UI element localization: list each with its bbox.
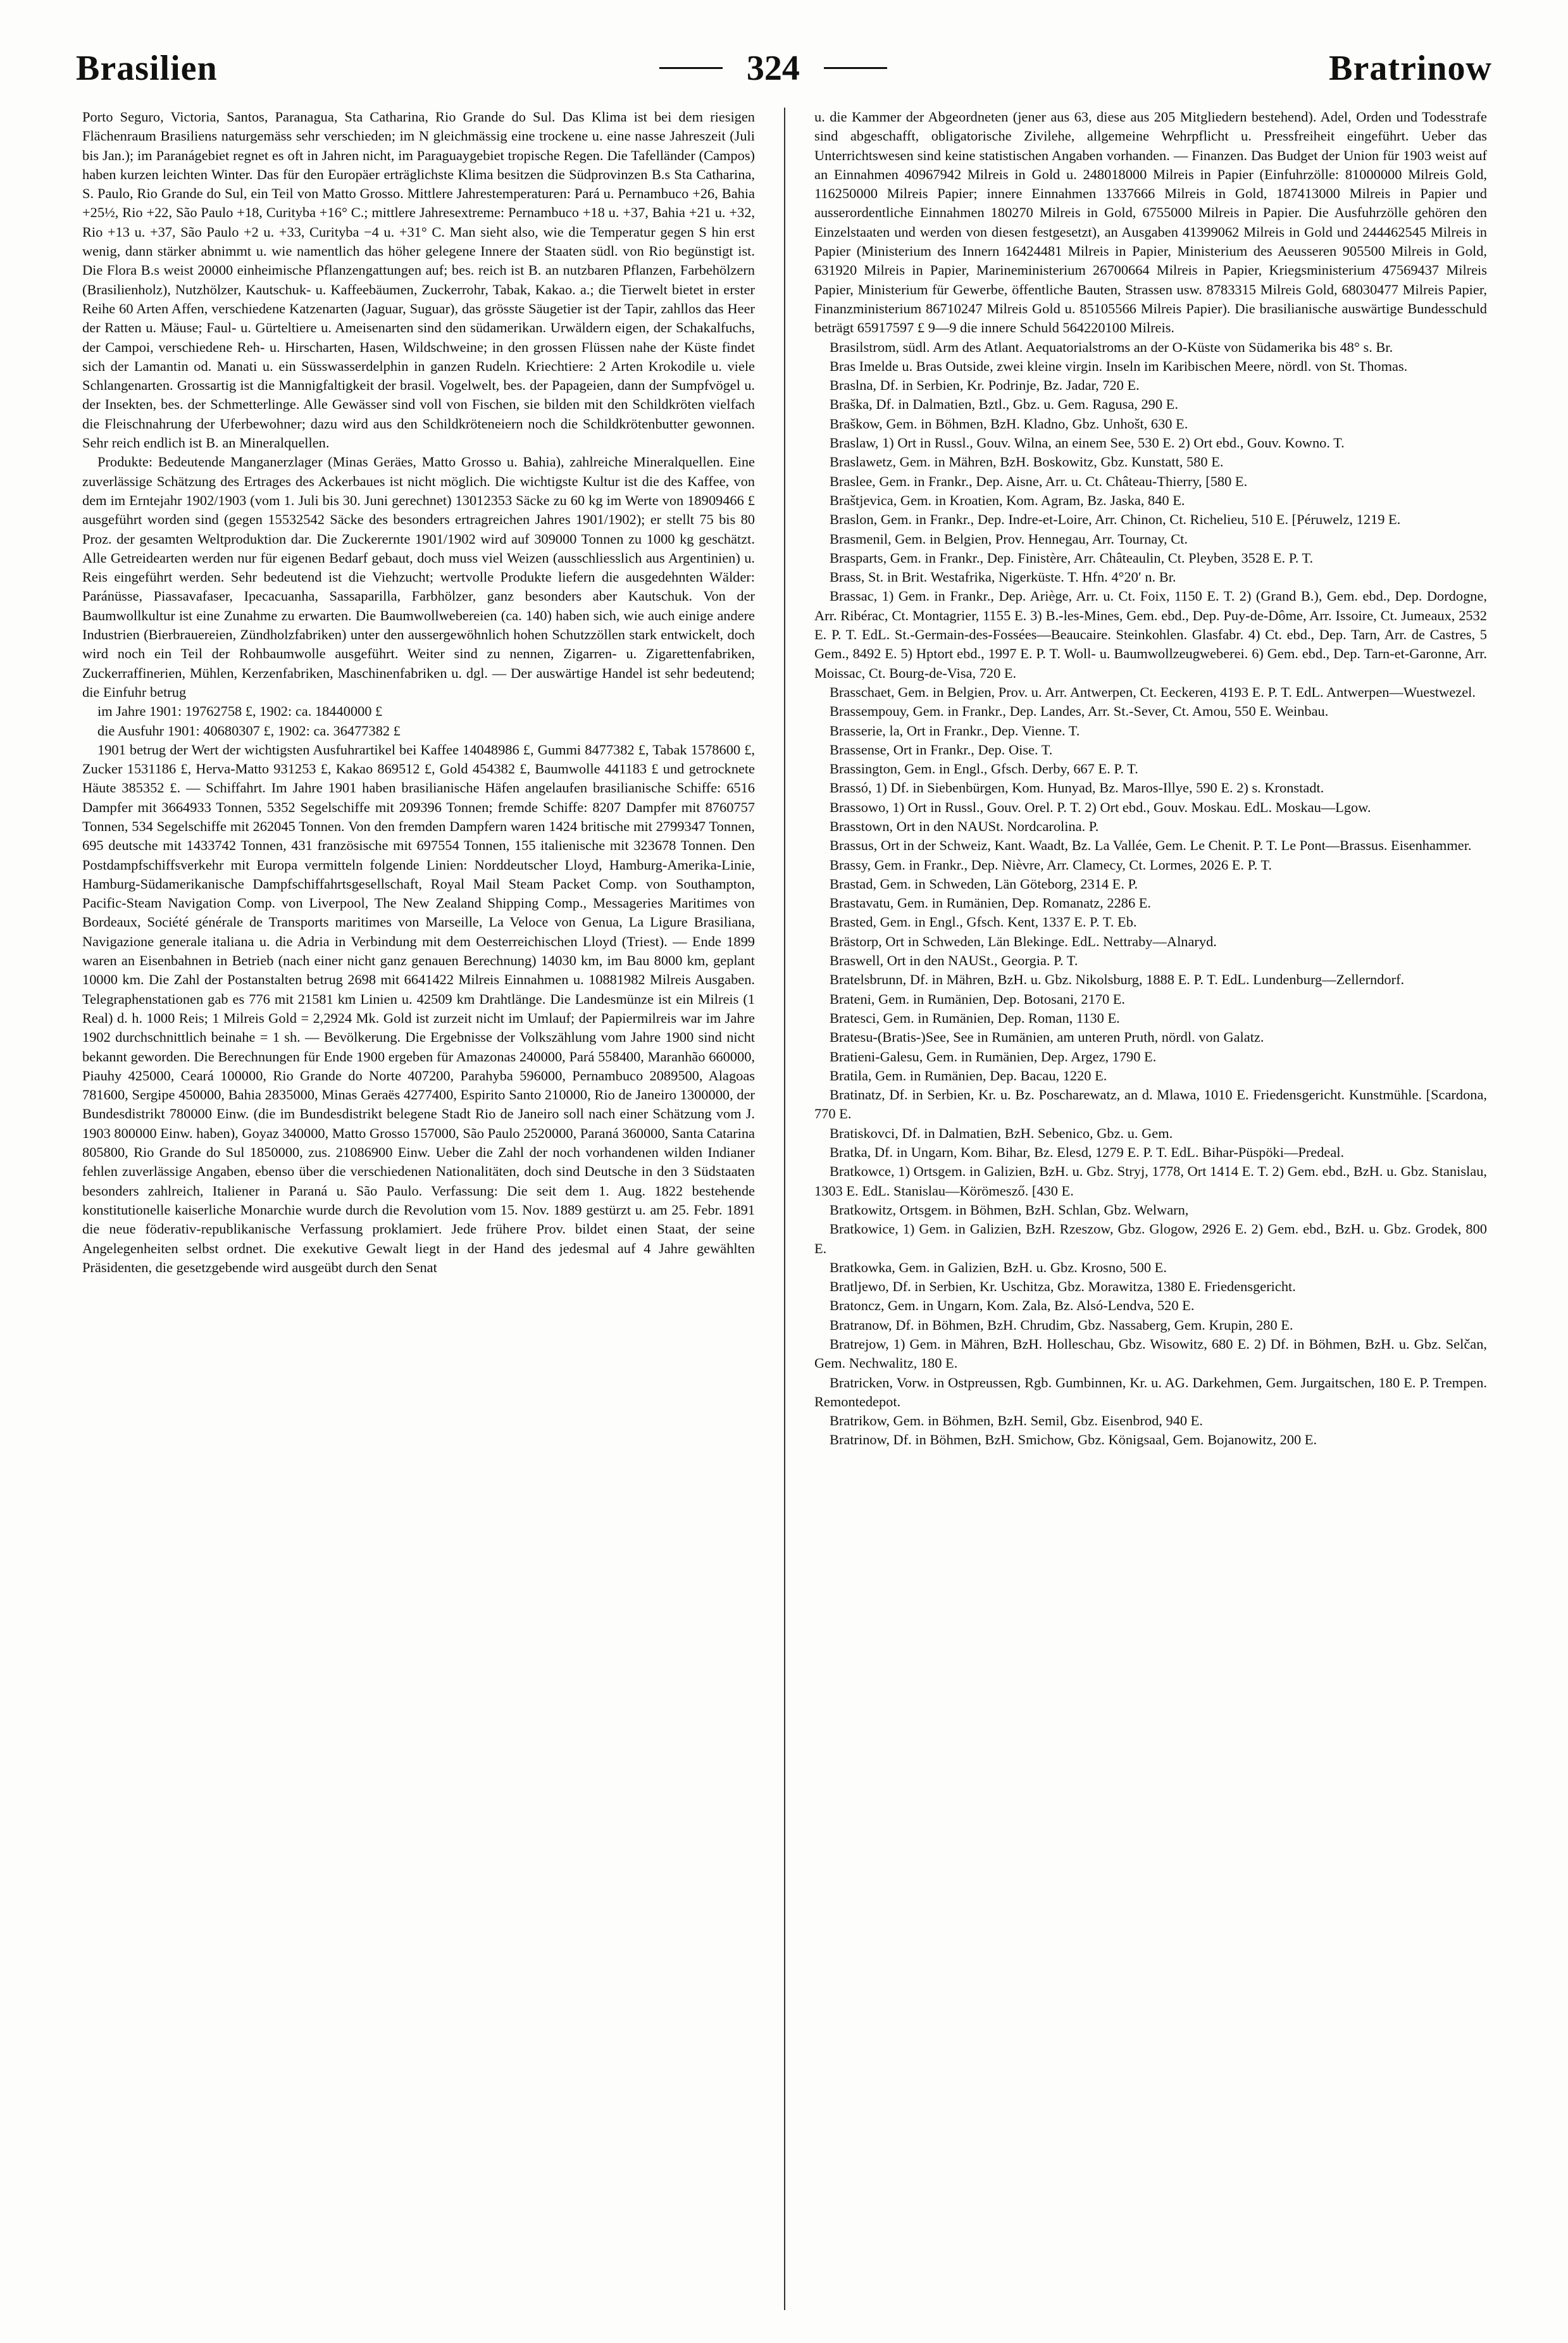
right-column-paragraph: Brasparts, Gem. in Frankr., Dep. Finistère, Arr. Châteaulin, Ct. Pleyben, 3528 E. P. T. <box>830 549 1314 566</box>
right-column-paragraph: Brasmenil, Gem. in Belgien, Prov. Hennegau, Arr. Tournay, Ct. <box>830 530 1188 547</box>
right-column-paragraph: Bratoncz, Gem. in Ungarn, Kom. Zala, Bz. Alsó-Lendva, 520 E. <box>830 1297 1195 1314</box>
text-columns <box>82 108 1487 2310</box>
right-column-paragraph: Bratiskovci, Df. in Dalmatien, BzH. Sebenico, Gbz. u. Gem. <box>830 1125 1173 1141</box>
right-column-paragraph: Brasschaet, Gem. in Belgien, Prov. u. Arr. Antwerpen, Ct. Eeckeren, 4193 E. P. T. EdL. Antwerpen—Wuestwezel. <box>830 684 1476 700</box>
right-column-paragraph: Bratricken, Vorw. in Ostpreussen, Rgb. Gumbinnen, Kr. u. AG. Darkehmen, Gem. Jurgaitschen, 180 E. P. Trempen. Remontedepot. <box>814 1374 1487 1409</box>
right-column-paragraph: u. die Kammer der Abgeordneten (jener aus 63, diese aus 205 Mitgliedern bestehend). Adel, Orden und Todesstrafe sind abgeschafft, obligatorische Zivilehe, allgemeine Wehrpflicht u. Pressfreiheit eingeführt. Ueber das Unterrichtswesen sind keine statistischen Angaben vorhanden. — Finanzen. Das Budget der Union für 1903 weist auf an Einnahmen 40967942 Milreis in Gold u. 248018000 Milreis in Papier (Einfuhrzölle: 81000000 Milreis Gold, 116250000 Milreis Papier; innere Einnahmen 1337666 Milreis in Gold, 187413000 Milreis in Papier und ausserordentliche Einnahmen 180270 Milreis in Gold, 6755000 Milreis in Papier. Die Ausfuhrzölle gehören den Einzelstaaten und werden von diesen festgesetzt), an Ausgaben 41399062 Milreis in Gold und 244462545 Milreis in Papier (Ministerium des Innern 16424481 Milreis in Papier, Ministerium des Aeusseren 905500 Milreis in Gold, 631920 Milreis in Papier, Marineministerium 26700664 Milreis in Papier, Kriegsministerium 47569437 Milreis Papier, Ministerium für Gewerbe, öffentliche Bauten, Strassen usw. 8783315 Milreis Gold, 68030477 Milreis Papier, Finanzministerium 86710247 Milreis Gold u. 85105566 Milreis Papier). Die brasilianische auswärtige Bundesschuld beträgt 65917597 £ 9—9 die innere Schuld 564220100 Milreis. <box>814 109 1487 336</box>
right-column-paragraph: Bratesu-(Bratis-)See, See in Rumänien, am unteren Pruth, nördl. von Galatz. <box>830 1029 1264 1046</box>
right-column-paragraph: Bratieni-Galesu, Gem. in Rumänien, Dep. Argez, 1790 E. <box>830 1048 1157 1065</box>
right-column-paragraph: Brastavatu, Gem. in Rumänien, Dep. Romanatz, 2286 E. <box>830 895 1152 911</box>
right-column-paragraph: Bratranow, Df. in Böhmen, BzH. Chrudim, Gbz. Nassaberg, Gem. Krupin, 280 E. <box>830 1316 1293 1333</box>
left-column-paragraph: Produkte: Bedeutende Manganerzlager (Minas Geräes, Matto Grosso u. Bahia), zahlreiche Mineralquellen. Eine zuverlässige Schätzung des Ertrages des Ackerbaues ist nicht möglich. Die wichtigste Kultur ist die des Kaffee, von dem im Erntejahr 1902/1903 (vom 1. Juli bis 30. Juni gerechnet) 13012353 Säcke zu 60 kg im Werte von 18909466 £ ausgeführt worden sind (gegen 15532542 Säcke des besonders ertragreichen Jahres 1901/1902); er stellt 75 bis 80 Proz. der gesamten Weltproduktion dar. Die Zuckerernte 1901/1902 wird auf 309000 Tonnen zu 1000 kg geschätzt. Alle Getreidearten werden nur für eigenen Bedarf gebaut, doch muss viel Weizen (ausschliesslich aus Argentinien) u. Reis eingeführt werden. Sehr bedeutend ist die Viehzucht; wertvolle Produkte liefern die ausgedehnten Wälder: Paránüsse, Piassavafaser, Ipecacuanha, Sassaparilla, Farbhölzer, ganz besonders aber Kautschuk. Von der Baumwollkultur ist eine Zunahme zu erwarten. Die Baumwollwebereien (ca. 140) haben sich, wie auch einige andere Industrien (Bierbrauereien, Zündholzfabriken) unter den aussergewöhnlich hohen Schutzzöllen stark entwickelt, doch wird noch ein Teil der Rohbaumwolle ausgeführt. Weiter sind zu nennen, Zigarren- u. Zigarettenfabriken, Zuckerraffinerien, Mühlen, Kerzenfabriken, Maschinenfabriken u. dgl. — Der auswärtige Handel ist sehr bedeutend; die Einfuhr betrug <box>82 454 755 700</box>
left-running-head: Brasilien <box>76 48 218 88</box>
left-column <box>82 108 755 2310</box>
right-column-paragraph: Bratila, Gem. in Rumänien, Dep. Bacau, 1220 E. <box>830 1067 1107 1084</box>
right-column-paragraph: Brateni, Gem. in Rumänien, Dep. Botosani, 2170 E. <box>830 990 1126 1007</box>
right-column-paragraph: Brassense, Ort in Frankr., Dep. Oise. T. <box>830 741 1053 758</box>
right-column-paragraph: Braška, Df. in Dalmatien, Bztl., Gbz. u. Gem. Ragusa, 290 E. <box>830 396 1178 413</box>
right-column-paragraph: Bratrikow, Gem. in Böhmen, BzH. Semil, Gbz. Eisenbrod, 940 E. <box>830 1413 1203 1429</box>
right-column-paragraph: Bratkowitz, Ortsgem. in Böhmen, BzH. Schlan, Gbz. Welwarn, <box>830 1201 1189 1218</box>
right-column-paragraph: Braškow, Gem. in Böhmen, BzH. Kladno, Gbz. Unhošt, 630 E. <box>830 415 1188 432</box>
header-dash-right <box>824 67 887 69</box>
column-divider <box>784 108 785 2310</box>
right-column-paragraph: Braslawetz, Gem. in Mähren, BzH. Boskowitz, Gbz. Kunstatt, 580 E. <box>830 454 1224 470</box>
left-column-paragraph: im Jahre 1901: 19762758 £, 1902: ca. 18440000 £ <box>97 703 383 720</box>
right-column-paragraph: Bratkowka, Gem. in Galizien, BzH. u. Gbz. Krosno, 500 E. <box>830 1259 1167 1275</box>
right-column-paragraph: Braštjevica, Gem. in Kroatien, Kom. Agram, Bz. Jaska, 840 E. <box>830 492 1185 508</box>
right-column-paragraph: Bras Imelde u. Bras Outside, zwei kleine virgin. Inseln im Karibischen Meere, nördl. von St. Thomas. <box>830 358 1408 374</box>
right-column-paragraph: Braswell, Ort in den NAUSt., Georgia. P. T. <box>830 953 1078 969</box>
right-column-paragraph: Bratelsbrunn, Df. in Mähren, BzH. u. Gbz. Nikolsburg, 1888 E. P. T. EdL. Lundenburg—Zellerndorf. <box>830 972 1405 988</box>
right-column-paragraph: Brassington, Gem. in Engl., Gfsch. Derby, 667 E. P. T. <box>830 761 1138 777</box>
right-column-paragraph: Braslaw, 1) Ort in Russl., Gouv. Wilna, an einem See, 530 E. 2) Ort ebd., Gouv. Kowno. T. <box>830 435 1345 451</box>
right-column-paragraph: Brasstown, Ort in den NAUSt. Nordcarolina. P. <box>830 818 1099 834</box>
right-column-paragraph: Brassac, 1) Gem. in Frankr., Dep. Ariège, Arr. u. Ct. Foix, 1150 E. T. 2) (Grand B.), Gem. ebd., Dep. Dordogne, Arr. Ribérac, Ct. Montagrier, 1155 E. 3) B.-les-Mines, Gem. ebd., Dep. Puy-de-Dôme, Arr. Issoire, Ct. Jumeaux, 2532 E. P. T. EdL. St.-Germain-des-Fossées—Beaucaire. Steinkohlen. Glasfabr. 4) Ct. ebd., Dep. Tarn, Arr. de Castres, 5 Gem., 8492 E. 5) Hptort ebd., 1997 E. P. T. Woll- u. Baumwollzeugweberei. 6) Gem. ebd., Dep. Tarn-et-Garonne, Arr. Moissac, Ct. Bourg-de-Visa, 720 E. <box>814 588 1487 681</box>
right-column-paragraph: Braslna, Df. in Serbien, Kr. Podrinje, Bz. Jadar, 720 E. <box>830 377 1140 394</box>
right-column-paragraph: Bratesci, Gem. in Rumänien, Dep. Roman, 1130 E. <box>830 1009 1120 1026</box>
page-number-group <box>659 48 887 89</box>
right-column-paragraph: Bratkowice, 1) Gem. in Galizien, BzH. Rzeszow, Gbz. Glogow, 2926 E. 2) Gem. ebd., BzH. u. Gbz. Grodek, 800 E. <box>814 1221 1487 1256</box>
page-number: 324 <box>746 48 800 88</box>
right-column-paragraph: Brassó, 1) Df. in Siebenbürgen, Kom. Hunyad, Bz. Maros-Illye, 590 E. 2) s. Kronstadt. <box>830 780 1324 796</box>
right-running-head: Bratrinow <box>1329 48 1492 88</box>
right-column-paragraph: Brass, St. in Brit. Westafrika, Nigerküste. T. Hfn. 4°20′ n. Br. <box>830 569 1176 585</box>
left-column-paragraph: Porto Seguro, Victoria, Santos, Paranagua, Sta Catharina, Rio Grande do Sul. Das Klima ist bei dem riesigen Flächenraum Brasiliens naturgemäss sehr verschieden; im N gleichmässig eine trockene u. eine nasse Jahreszeit (Juli bis Jan.); im Paranágebiet regnet es oft in Jahren nicht, im Paraguaygebiet tropische Regen. Die Tafelländer (Campos) haben kurzen leichten Winter. Das für den Europäer erträglichste Klima besitzen die Südprovinzen B.s Sta Catharina, S. Paulo, Rio Grande do Sul, ein Teil von Matto Grosso. Mittlere Jahrestemperaturen: Pará u. Pernambuco +26, Bahia +25½, Rio +22, São Paulo +18, Curityba +16° C.; mittlere Jahresextreme: Pernambuco +18 u. +37, Bahia +21 u. +32, Rio +13 u. +37, São Paulo +2 u. +33, Curityba −4 u. +31° C. Man sieht also, wie die Temperatur gegen S hin erst wenig, dann stärker abnimmt u. wie namentlich das höher gelegene Innere der Staaten südl. von Rio begünstigt ist. Die Flora B.s weist 20000 einheimische Pflanzengattungen auf; bes. reich ist B. an nutzbaren Pflanzen, Farbehölzern (Brasilienholz), Nutzhölzer, Kautschuk- u. Kaffeebäumen, Zuckerrohr, Tabak, Kakao. a.; die Tierwelt bietet in erster Reihe 60 Arten Affen, verschiedene Katzenarten (Jaguar, Suguar), das grösste Säugetier ist der Tapir, zahllos das Heer der Ratten u. Mäuse; Faul- u. Gürteltiere u. Ameisenarten sind den südamerikan. Urwäldern eigen, der Schakalfuchs, der Campoi, verschiedene Reh- u. Hirscharten, Hasen, Wildschweine; in den grossen Flüssen nahe der Küste findet sich der Lamantin od. Manati u. ein Süsswasserdelphin in ganzen Rudeln. Kriechtiere: 2 Arten Krokodile u. viele Schlangenarten. Grossartig ist die Mannigfaltigkeit der brasil. Vogelwelt, bes. der Papageien, dann der Sumpfvögel u. der Insekten, bes. der Schmetterlinge. Alle Gewässer sind voll von Fischen, sie bilden mit den Schildkröten vielfach die Fleischnahrung der Uferbewohner; dazu wird aus den Schildkröteneiern noch die Schildkrötenbutter gewonnen. Sehr reich endlich ist B. an Mineralquellen. <box>82 109 755 451</box>
left-column-paragraph: die Ausfuhr 1901: 40680307 £, 1902: ca. 36477382 £ <box>97 722 401 739</box>
right-column-paragraph: Braslon, Gem. in Frankr., Dep. Indre-et-Loire, Arr. Chinon, Ct. Richelieu, 510 E. [Péruwelz, 1219 E. <box>830 511 1401 528</box>
left-column-paragraph: 1901 betrug der Wert der wichtigsten Ausfuhrartikel bei Kaffee 14048986 £, Gummi 8477382 £, Tabak 1578600 £, Zucker 1531186 £, Herva-Matto 931253 £, Kakao 869512 £, Gold 454382 £, Baumwolle 441183 £ und getrocknete Häute 385352 £. — Schiffahrt. Im Jahre 1901 haben brasilianische Häfen angelaufen brasilianische Schiffe: 6516 Dampfer mit 3664933 Tonnen, 5352 Segelschiffe mit 209396 Tonnen; fremde Schiffe: 8207 Dampfer mit 8760757 Tonnen, 534 Segelschiffe mit 262045 Tonnen. Von den fremden Dampfern waren 1424 britische mit 2799347 Tonnen, 695 deutsche mit 1433742 Tonnen, 431 französische mit 697554 Tonnen, 155 italienische mit 323678 Tonnen. Den Postdampfschiffsverkehr mit Europa vermitteln folgende Linien: Norddeutscher Lloyd, Hamburg-Amerika-Linie, Hamburg-Südamerikanische Dampfschiffahrtsgesellschaft, Royal Mail Steam Packet Comp. von Southampton, Pacific-Steam Navigation Comp. von Liverpool, The New Zealand Shipping Comp., Messageries Maritimes von Bordeaux, Société générale de Transports maritimes von Marseille, La Veloce von Genua, La Ligure Brasiliana, Navigazione generale italiana u. die Adria in Verbindung mit dem Oesterreichischen Lloyd (Triest). — Ende 1899 waren an Eisenbahnen in Betrieb (nach einer nicht ganz genauen Berechnung) 14030 km, im Bau 8000 km, geplant 10000 km. Die Zahl der Postanstalten betrug 2698 mit 6641422 Milreis Einnahmen u. 10881982 Milreis Ausgaben. Telegraphenstationen gab es 776 mit 21581 km Linien u. 42509 km Drahtlänge. Die Landesmünze ist ein Milreis (1 Real) d. h. 1000 Reis; 1 Milreis Gold = 2,2924 Mk. Gold ist zurzeit nicht im Umlauf; der Papiermilreis war im Jahre 1902 durchschnittlich beinahe = 1 sh. — Bevölkerung. Die Ergebnisse der Volkszählung vom Jahre 1900 sind nicht bekannt geworden. Die Berechnungen für Ende 1900 ergeben für Amazonas 240000, Pará 558400, Maranhão 660000, Piauhy 425000, Ceará 100000, Rio Grande do Norte 407200, Parahyba 596000, Pernambuco 2089500, Alagoas 781600, Sergipe 450000, Bahia 2835000, Minas Geraës 4277400, Espirito Santo 210000, Rio de Janeiro 1300000, der Bundesdistrikt 780000 Einw. (die im Bundesdistrikt belegene Stadt Rio de Janeiro soll nach einer Schätzung vom J. 1903 800000 Einw. haben), Goyaz 340000, Matto Grosso 157000, São Paulo 2520000, Paraná 360000, Santa Catarina 805800, Rio Grande do Sul 1850000, zus. 21086900 Einw. Ueber die Zahl der noch vorhandenen wilden Indianer fehlen zuverlässige Angaben, ebenso über die verschiedenen Nationalitäten, doch sind Deutsche in den 3 Südstaaten besonders zahlreich, Italiener in Paraná u. São Paulo. Verfassung: Die seit dem 1. Aug. 1822 bestehende konstitutionelle kaiserliche Monarchie wurde durch die Revolution vom 15. Nov. 1889 gestürzt u. am 25. Febr. 1891 die neue föderativ-republikanische Verfassung proklamiert. Jede frühere Prov. bildet einen Staat, der seine Angelegenheiten selbst ordnet. Die exekutive Gewalt liegt in der Hand des jedesmal auf 4 Jahre gewählten Präsidenten, die gesetzgebende wird ausgeübt durch den Senat <box>82 741 755 1275</box>
right-column-paragraph: Brassowo, 1) Ort in Russl., Gouv. Orel. P. T. 2) Ort ebd., Gouv. Moskau. EdL. Moskau—Lgow. <box>830 799 1371 815</box>
right-column-paragraph: Bratrinow, Df. in Böhmen, BzH. Smichow, Gbz. Königsaal, Gem. Bojanowitz, 200 E. <box>830 1432 1317 1448</box>
right-column-paragraph: Brasserie, la, Ort in Frankr., Dep. Vienne. T. <box>830 722 1080 739</box>
right-column-paragraph: Brassy, Gem. in Frankr., Dep. Nièvre, Arr. Clamecy, Ct. Lormes, 2026 E. P. T. <box>830 856 1272 873</box>
right-column-paragraph: Bratkowce, 1) Ortsgem. in Galizien, BzH. u. Gbz. Stryj, 1778, Ort 1414 E. T. 2) Gem. ebd., BzH. u. Gbz. Stanislau, 1303 E. EdL. Stanislau—Körömesző. [430 E. <box>814 1163 1487 1199</box>
right-column-paragraph: Bratrejow, 1) Gem. in Mähren, BzH. Holleschau, Gbz. Wisowitz, 680 E. 2) Df. in Böhmen, BzH. u. Gbz. Selčan, Gem. Nechwalitz, 180 E. <box>814 1336 1487 1371</box>
right-column-paragraph: Brasilstrom, südl. Arm des Atlant. Aequatorialstroms an der O-Küste von Südamerika bis 48° s. Br. <box>830 339 1393 355</box>
right-column-paragraph: Brasted, Gem. in Engl., Gfsch. Kent, 1337 E. P. T. Eb. <box>830 914 1137 930</box>
right-column-paragraph: Bratinatz, Df. in Serbien, Kr. u. Bz. Poscharewatz, an d. Mlawa, 1010 E. Friedensgericht. Kunstmühle. [Scardona, 770 E. <box>814 1087 1487 1122</box>
right-column-paragraph: Brassempouy, Gem. in Frankr., Dep. Landes, Arr. St.-Sever, Ct. Amou, 550 E. Weinbau. <box>830 703 1329 720</box>
page-header <box>76 38 1492 98</box>
right-column <box>814 108 1487 2310</box>
right-column-paragraph: Brassus, Ort in der Schweiz, Kant. Waadt, Bz. La Vallée, Gem. Le Chenit. P. T. Le Pont—Brassus. Eisenhammer. <box>830 837 1472 854</box>
right-column-paragraph: Bratka, Df. in Ungarn, Kom. Bihar, Bz. Elesd, 1279 E. P. T. EdL. Bihar-Püspöki—Predeal. <box>830 1144 1345 1161</box>
header-dash-left <box>659 67 723 69</box>
right-column-paragraph: Bratljewo, Df. in Serbien, Kr. Uschitza, Gbz. Morawitza, 1380 E. Friedensgericht. <box>830 1278 1296 1295</box>
right-column-paragraph: Braslee, Gem. in Frankr., Dep. Aisne, Arr. u. Ct. Château-Thierry, [580 E. <box>830 473 1248 489</box>
right-column-paragraph: Brästorp, Ort in Schweden, Län Blekinge. EdL. Nettraby—Alnaryd. <box>830 933 1217 949</box>
right-column-paragraph: Brastad, Gem. in Schweden, Län Göteborg, 2314 E. P. <box>830 875 1138 892</box>
